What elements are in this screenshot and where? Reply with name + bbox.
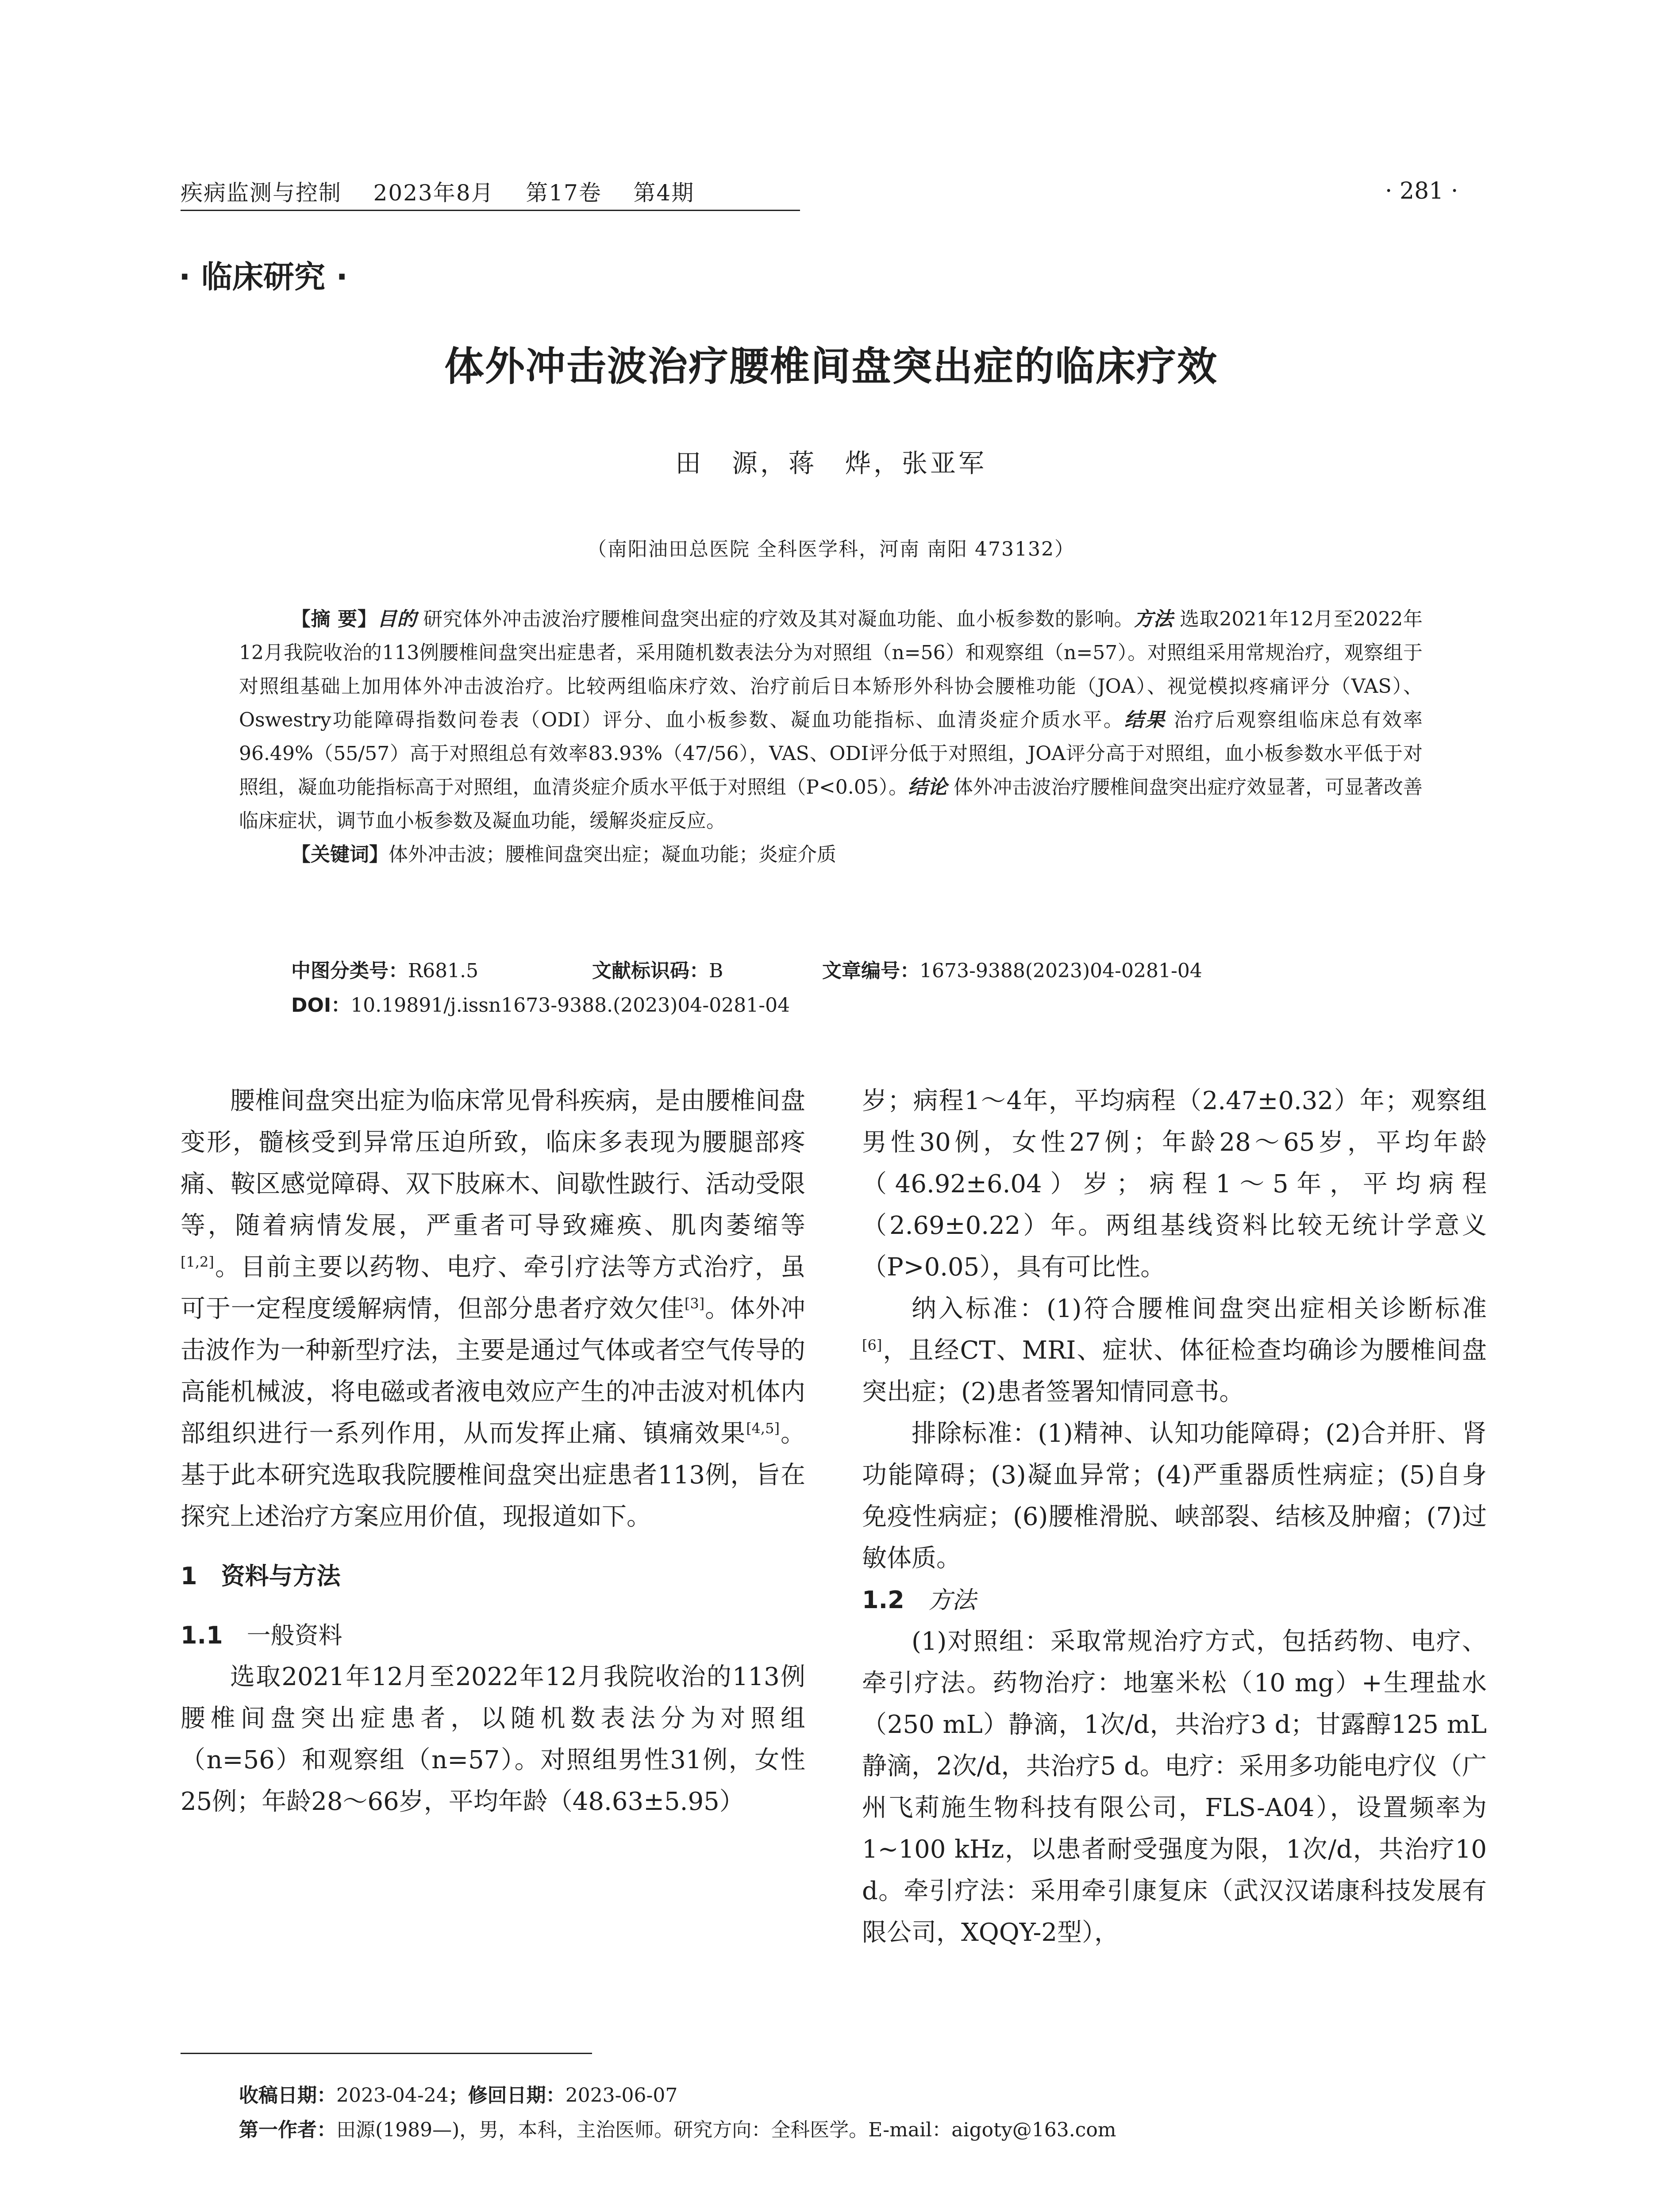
results-label: 结果 [1124, 709, 1166, 731]
article-number-label: 文章编号： [822, 960, 919, 982]
keywords-line [239, 838, 1423, 872]
footnote-rule [181, 2053, 592, 2054]
objective-text: 研究体外冲击波治疗腰椎间盘突出症的疗效及其对凝血功能、血小板参数的影响。 [416, 608, 1134, 630]
article-title: 体外冲击波治疗腰椎间盘突出症的临床疗效 [444, 343, 1218, 390]
subsection-title: 一般资料 [223, 1621, 342, 1649]
subsection-title: 方法 [904, 1586, 976, 1614]
issue: 第4期 [633, 180, 695, 206]
methods-text: 选取2021年12月至2022年12月我院收治的113例腰椎间盘突出症患者，采用随机数表法分为对照组（n=56）和观察组（n=57）。对照组采用常规治疗，观察组于对照组基础上加用体外冲击波治疗。比较两组临床疗效、治疗前后日本矫形外科协会腰椎功能（JOA）、视觉模拟疼痛评分（VAS）、Oswestry功能障碍指数问卷表（ODI）评分、血小板参数、凝血功能指标、血清炎症介质水平。 [239, 608, 1423, 731]
received-dates [239, 2079, 677, 2108]
intro-paragraph [181, 1080, 805, 1538]
keywords-text: 体外冲击波；腰椎间盘突出症；凝血功能；炎症介质 [389, 843, 836, 866]
doi-label: DOI： [291, 994, 351, 1017]
intro-text-2: 。目前主要以药物、电疗、牵引疗法等方式治疗，虽可于一定程度缓解病情，但部分患者疗效欠佳 [181, 1253, 805, 1323]
abstract-paragraph [239, 603, 1423, 838]
general-data-continued: 岁；病程1～4年，平均病程（2.47±0.32）年；观察组男性30例，女性27例；年龄28～65岁，平均年龄（46.92±6.04）岁；病程1～5年，平均病程（2.69±0.22）年。两组基线资料比较无统计学意义（P>0.05），具有可比性。 [862, 1087, 1487, 1282]
article-number-line [822, 955, 1202, 983]
subsection-heading-1-1 [181, 1615, 805, 1656]
conclusion-label: 结论 [908, 776, 947, 799]
volume: 第17卷 [526, 180, 602, 206]
article-number-value: 1673-9388(2023)04-0281-04 [919, 960, 1202, 982]
doc-code-line [592, 955, 723, 983]
doc-code-value: B [709, 960, 723, 982]
intro-text-3: 。体外冲击波作为一种新型疗法，主要是通过气体或者空气传导的高能机械波，将电磁或者液电效应产生的冲击波对机体内部组织进行一系列作用，从而发挥止痛、镇痛效果 [181, 1294, 806, 1448]
received-date: 2023-04-24 [336, 2084, 449, 2107]
classification-line [291, 955, 478, 983]
inclusion-criteria [862, 1288, 1487, 1413]
section-heading-1: 1 资料与方法 [181, 1562, 341, 1590]
header-rule [181, 210, 800, 211]
page-number: · 281 · [1385, 178, 1458, 204]
methods-paragraph: (1)对照组：采取常规治疗方式，包括药物、电疗、牵引疗法。药物治疗：地塞米松（10 mg）+生理盐水（250 mL）静滴，1次/d，共治疗3 d；甘露醇125 mL静滴，2次/d，共治疗5 d。电疗：采用多功能电疗仪（广州飞莉施生物科技有限公司，FLS-A04），设置频率为1~100 kHz，以患者耐受强度为限，1次/d，共治疗10 d。牵引疗法：采用牵引康复床（武汉汉诺康科技发展有限公司，XQQY-2型）， [862, 1627, 1487, 1947]
first-author-note [239, 2114, 1116, 2142]
first-author-label: 第一作者： [239, 2119, 336, 2141]
subsection-heading-1-2 [862, 1579, 1487, 1621]
issue-date: 2023年8月 [373, 180, 494, 206]
abstract-block [239, 603, 1423, 872]
inclusion-text-2: ，且经CT、MRI、症状、体征检查均确诊为腰椎间盘突出症；(2)患者签署知情同意书。 [862, 1336, 1487, 1406]
doi-line [291, 989, 790, 1018]
clc-value: R681.5 [408, 960, 479, 982]
general-data-paragraph: 选取2021年12月至2022年12月我院收治的113例腰椎间盘突出症患者，以随机数表法分为对照组（n=56）和观察组（n=57）。对照组男性31例，女性25例；年龄28～66岁，平均年龄（48.63±5.95） [181, 1663, 805, 1816]
intro-text-1: 腰椎间盘突出症为临床常见骨科疾病，是由腰椎间盘变形，髓核受到异常压迫所致，临床多表现为腰腿部疼痛、鞍区感觉障碍、双下肢麻木、间歇性跛行、活动受限等，随着病情发展，严重者可导致瘫痪、肌肉萎缩等 [181, 1087, 805, 1240]
journal-name: 疾病监测与控制 [181, 180, 342, 206]
revised-label: ；修回日期： [448, 2084, 566, 2107]
citation-4-5: [4,5] [746, 1420, 780, 1437]
running-header [181, 175, 694, 207]
received-label: 收稿日期： [239, 2084, 336, 2107]
exclusion-criteria: 排除标准：(1)精神、认知功能障碍；(2)合并肝、肾功能障碍；(3)凝血异常；(4)严重器质性病症；(5)自身免疫性病症；(6)腰椎滑脱、峡部裂、结核及肿瘤；(7)过敏体质。 [862, 1419, 1487, 1573]
keywords-label: 【关键词】 [291, 843, 389, 866]
citation-6: [6] [862, 1336, 882, 1354]
inclusion-text-1: 纳入标准：(1)符合腰椎间盘突出症相关诊断标准 [912, 1294, 1487, 1323]
affiliation: （南阳油田总医院 全科医学科，河南 南阳 473132） [587, 538, 1075, 561]
revised-date: 2023-06-07 [565, 2084, 678, 2107]
doi-value: 10.19891/j.issn1673-9388.(2023)04-0281-04 [350, 994, 790, 1017]
citation-3: [3] [684, 1295, 705, 1312]
abstract-label: 【摘 要】 [291, 608, 377, 630]
first-author-info: 田源(1989—)，男，本科，主治医师。研究方向：全科医学。E-mail：aigoty@163.com [336, 2119, 1116, 2141]
doc-code-label: 文献标识码： [592, 960, 709, 982]
body-column-left [181, 1080, 805, 1823]
author-list: 田 源，蒋 烨，张亚军 [675, 448, 987, 478]
intro-text-4: 。基于此本研究选取我院腰椎间盘突出症患者113例，旨在探究上述治疗方案应用价值，现报道如下。 [181, 1419, 806, 1531]
subsection-number: 1.2 [862, 1586, 904, 1614]
objective-label: 目的 [377, 608, 417, 630]
spacer [181, 1597, 805, 1615]
results-text: 治疗后观察组临床总有效率96.49%（55/57）高于对照组总有效率83.93%（47/56），VAS、ODI评分低于对照组，JOA评分高于对照组，血小板参数水平低于对照组，凝血功能指标高于对照组，血清炎症介质水平低于对照组（P<0.05）。 [239, 709, 1423, 799]
clc-label: 中图分类号： [291, 960, 408, 982]
citation-1-2: [1,2] [181, 1253, 214, 1271]
conclusion-text: 体外冲击波治疗腰椎间盘突出症疗效显著，可显著改善临床症状，调节血小板参数及凝血功能，缓解炎症反应。 [239, 776, 1423, 832]
spacer [181, 1538, 805, 1555]
body-column-right [862, 1080, 1487, 1954]
section-tag: · 临床研究 · [179, 259, 348, 295]
subsection-number: 1.1 [181, 1621, 223, 1649]
methods-label: 方法 [1134, 608, 1173, 630]
